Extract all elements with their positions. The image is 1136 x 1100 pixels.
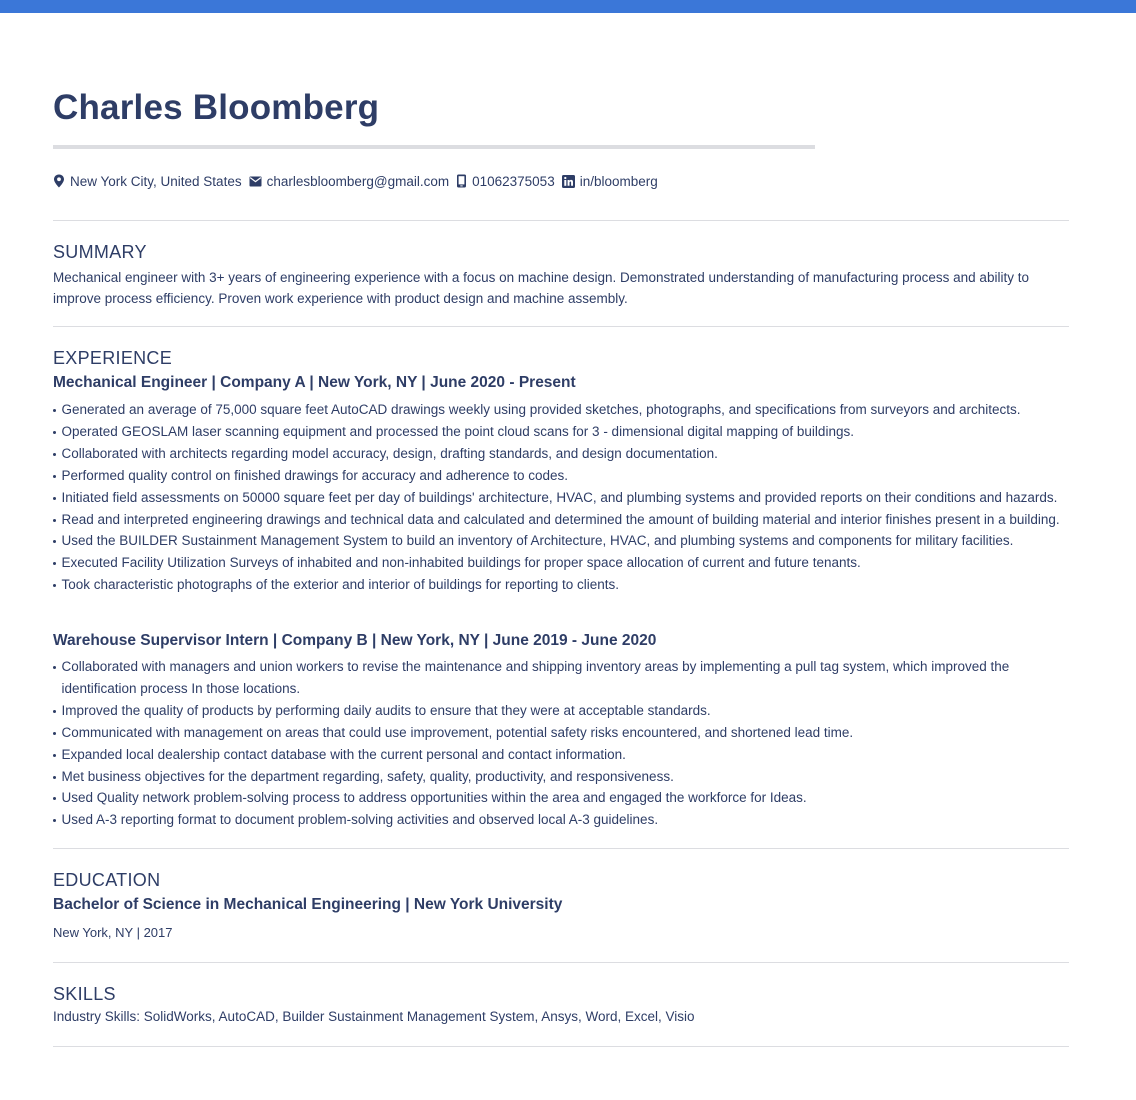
list-item: Expanded local dealership contact database with the current personal and contact information. bbox=[53, 744, 1069, 766]
list-item: Improved the quality of products by performing daily audits to ensure that they were at acceptable standards. bbox=[53, 700, 1069, 722]
list-item: Communicated with management on areas that could use improvement, potential safety risks encountered, and shortened lead time. bbox=[53, 722, 1069, 744]
list-item: Executed Facility Utilization Surveys of inhabited and non-inhabited buildings for proper space allocation of current and future tenants. bbox=[53, 552, 1069, 574]
linkedin-text[interactable]: in/bloomberg bbox=[579, 173, 658, 189]
location-pin-icon bbox=[53, 174, 65, 188]
list-item: Operated GEOSLAM laser scanning equipment and processed the point cloud scans for 3 - dimensional digital mapping of buildings. bbox=[53, 421, 1069, 443]
list-item: Took characteristic photographs of the exterior and interior of buildings for reporting to clients. bbox=[53, 574, 1069, 596]
job-title: Warehouse Supervisor Intern | Company B | New York, NY | June 2019 - June 2020 bbox=[53, 632, 657, 649]
list-item: Performed quality control on finished drawings for accuracy and adherence to codes. bbox=[53, 465, 1069, 487]
section-divider bbox=[53, 848, 1069, 849]
list-item: Used the BUILDER Sustainment Management System to build an inventory of Architecture, HVAC, and plumbing systems and components for military facilities. bbox=[53, 530, 1069, 552]
list-item: Used A-3 reporting format to document problem-solving activities and observed local A-3 guidelines. bbox=[53, 809, 1069, 831]
candidate-name: Charles Bloomberg bbox=[53, 88, 380, 127]
list-item: Met business objectives for the department regarding, safety, quality, productivity, and responsiveness. bbox=[53, 766, 1069, 788]
linkedin-icon bbox=[562, 175, 575, 188]
list-item: Read and interpreted engineering drawings and technical data and calculated and determined the amount of building material and interior finishes present in a building. bbox=[53, 509, 1069, 531]
list-item: Collaborated with managers and union workers to revise the maintenance and shipping inventory areas by implementing a pull tag system, which improved the identification process In those locations. bbox=[53, 656, 1069, 700]
education-detail: New York, NY | 2017 bbox=[53, 925, 173, 940]
contact-linkedin[interactable] bbox=[562, 174, 658, 189]
top-accent-bar bbox=[0, 0, 1136, 13]
mail-icon bbox=[249, 176, 262, 187]
degree-title: Bachelor of Science in Mechanical Engineering | New York University bbox=[53, 896, 563, 913]
contact-bar bbox=[53, 171, 665, 191]
list-item: Generated an average of 75,000 square feet AutoCAD drawings weekly using provided sketches, photographs, and specifications from surveyors and architects. bbox=[53, 399, 1069, 421]
skills-text: Industry Skills: SolidWorks, AutoCAD, Builder Sustainment Management System, Ansys, Word, Excel, Visio bbox=[53, 1009, 695, 1024]
section-divider bbox=[53, 1046, 1069, 1047]
job-bullets bbox=[53, 399, 1069, 596]
section-divider bbox=[53, 220, 1069, 221]
education-heading: EDUCATION bbox=[53, 870, 161, 890]
summary-text: Mechanical engineer with 3+ years of engineering experience with a focus on machine design. Demonstrated understanding of manufacturing process and ability to improve process efficiency. Proven work experience with product design and machine assembly. bbox=[53, 270, 1029, 306]
phone-icon bbox=[456, 174, 467, 188]
contact-location bbox=[53, 174, 242, 189]
section-divider bbox=[53, 962, 1069, 963]
email-text[interactable]: charlesbloomberg@gmail.com bbox=[266, 173, 450, 189]
summary-heading: SUMMARY bbox=[53, 242, 147, 262]
name-underline bbox=[53, 145, 815, 149]
experience-heading: EXPERIENCE bbox=[53, 348, 173, 368]
list-item: Initiated field assessments on 50000 square feet per day of buildings' architecture, HVAC, and plumbing systems and provided reports on their conditions and hazards. bbox=[53, 487, 1069, 509]
skills-heading: SKILLS bbox=[53, 984, 116, 1004]
contact-phone[interactable] bbox=[456, 174, 555, 189]
list-item: Collaborated with architects regarding model accuracy, design, drafting standards, and design documentation. bbox=[53, 443, 1069, 465]
section-divider bbox=[53, 326, 1069, 327]
phone-text[interactable]: 01062375053 bbox=[472, 173, 555, 189]
list-item: Used Quality network problem-solving process to address opportunities within the area and engaged the workforce for Ideas. bbox=[53, 787, 1069, 809]
contact-email[interactable] bbox=[249, 174, 450, 189]
location-text: New York City, United States bbox=[70, 173, 242, 189]
job-bullets bbox=[53, 656, 1069, 831]
job-title: Mechanical Engineer | Company A | New York, NY | June 2020 - Present bbox=[53, 374, 576, 391]
